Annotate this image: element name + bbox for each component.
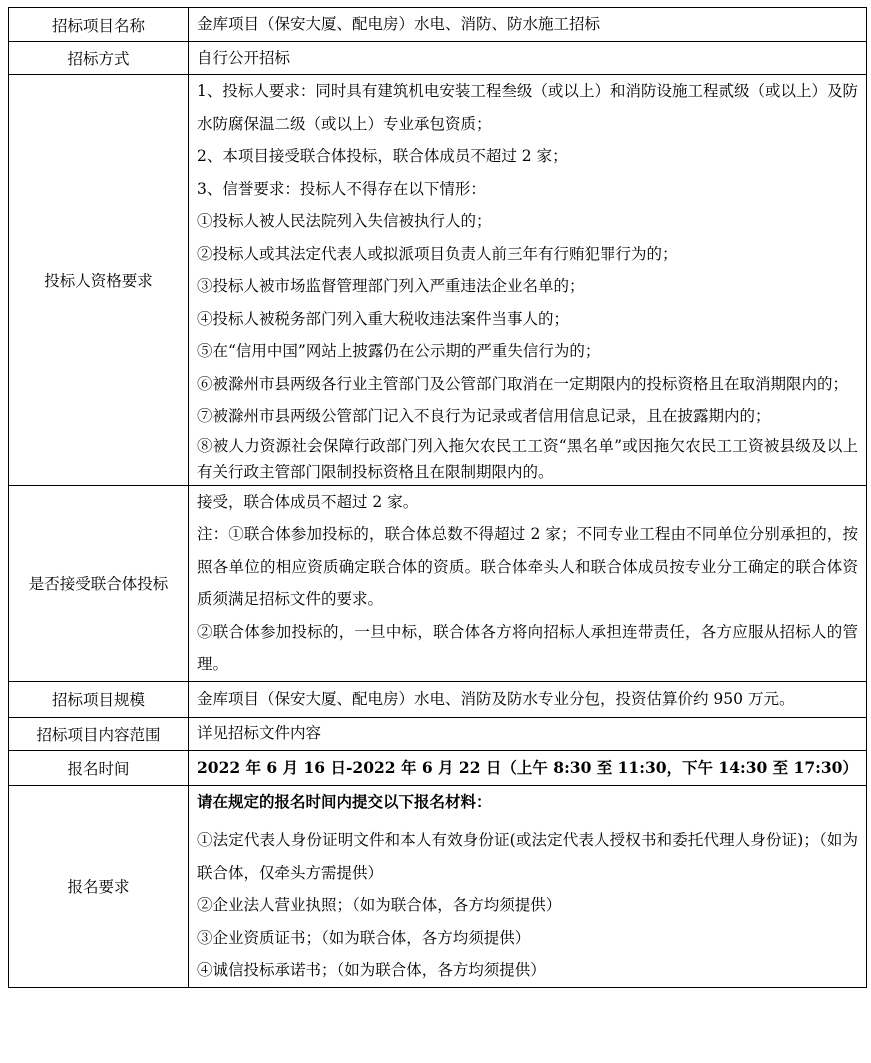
qualification-item: ②投标人或其法定代表人或拟派项目负责人前三年有行贿犯罪行为的； [197, 244, 678, 263]
registration-item: ④诚信投标承诺书；（如为联合体，各方均须提供） [197, 961, 546, 979]
qualification-item: ⑤在“信用中国”网站上披露仍在公示期的严重失信行为的； [197, 342, 601, 360]
registration-item: ②企业法人营业执照；（如为联合体，各方均须提供） [197, 896, 562, 914]
row-tender-method [9, 42, 867, 75]
registration-requirements-label: 报名要求 [9, 785, 189, 987]
registration-item: ③企业资质证书；（如为联合体，各方均须提供） [197, 928, 531, 947]
registration-time-value: 2022 年 6 月 16 日-2022 年 6 月 22 日（上午 8:30 至 11:30，下午 14:30 至 17:30） [189, 750, 867, 785]
registration-time-label: 报名时间 [9, 750, 189, 785]
row-project-scope [9, 717, 867, 750]
qualification-item: ⑥被滁州市县两级各行业主管部门及公管部门取消在一定期限内的投标资格且在取消期限内的； [197, 374, 849, 393]
project-scale-value: 金库项目（保安大厦、配电房）水电、消防及防水专业分包，投资估算价约 950 万元。 [189, 681, 867, 717]
row-project-name [9, 8, 867, 42]
consortium-note: ②联合体参加投标的，一旦中标，联合体各方将向招标人承担连带责任，各方应服从招标人的管理。 [197, 622, 858, 673]
project-scale-label: 招标项目规模 [9, 681, 189, 717]
row-registration-requirements [9, 785, 867, 987]
project-scope-label: 招标项目内容范围 [9, 717, 189, 750]
registration-heading: 请在规定的报名时间内提交以下报名材料： [197, 791, 492, 811]
consortium-note: 注：①联合体参加投标的，联合体总数不得超过 2 家；不同专业工程由不同单位分别承担的，按照各单位的相应资质确定联合体的资质。联合体牵头人和联合体成员按专业分工确定的联合体资质须满足招标文件的要求。 [197, 525, 858, 608]
consortium-item: 接受，联合体成员不超过 2 家。 [197, 492, 419, 511]
project-name-value: 金库项目（保安大厦、配电房）水电、消防、防水施工招标 [189, 8, 867, 42]
tender-method-label: 招标方式 [9, 42, 189, 75]
qualification-item: ⑦被滁州市县两级公管部门记入不良行为记录或者信用信息记录，且在披露期内的； [197, 407, 771, 425]
qualification-item: 1、投标人要求：同时具有建筑机电安装工程叁级（或以上）和消防设施工程贰级（或以上）及防水防腐保温二级（或以上）专业承包资质； [197, 82, 858, 133]
registration-item: ①法定代表人身份证明文件和本人有效身份证(或法定代表人授权书和委托代理人身份证)；（如为联合体，仅牵头方需提供） [197, 831, 858, 882]
qualification-item: 2、本项目接受联合体投标，联合体成员不超过 2 家； [197, 147, 568, 165]
row-bidder-qualification [9, 75, 867, 486]
row-consortium [9, 485, 867, 681]
consortium-label: 是否接受联合体投标 [9, 485, 189, 681]
project-name-label: 招标项目名称 [9, 8, 189, 42]
qualification-item: ④投标人被税务部门列入重大税收违法案件当事人的； [197, 309, 570, 328]
project-scope-value: 详见招标文件内容 [189, 717, 867, 750]
registration-requirements-content [189, 785, 867, 987]
qualification-item: ⑧被人力资源社会保障行政部门列入拖欠农民工工资“黑名单”或因拖欠农民工工资被县级及以上有关行政主管部门限制投标资格且在限制期限内的。 [197, 436, 858, 481]
bidder-qualification-label: 投标人资格要求 [9, 75, 189, 486]
qualification-item: 3、信誉要求：投标人不得存在以下情形： [197, 179, 486, 198]
tender-method-value: 自行公开招标 [189, 42, 867, 75]
consortium-content [189, 485, 867, 681]
tender-info-table [8, 7, 867, 988]
row-project-scale [9, 681, 867, 717]
bidder-qualification-content [189, 75, 867, 486]
qualification-item: ①投标人被人民法院列入失信被执行人的； [197, 212, 492, 230]
row-registration-time [9, 750, 867, 785]
qualification-item: ③投标人被市场监督管理部门列入严重违法企业名单的； [197, 277, 585, 295]
